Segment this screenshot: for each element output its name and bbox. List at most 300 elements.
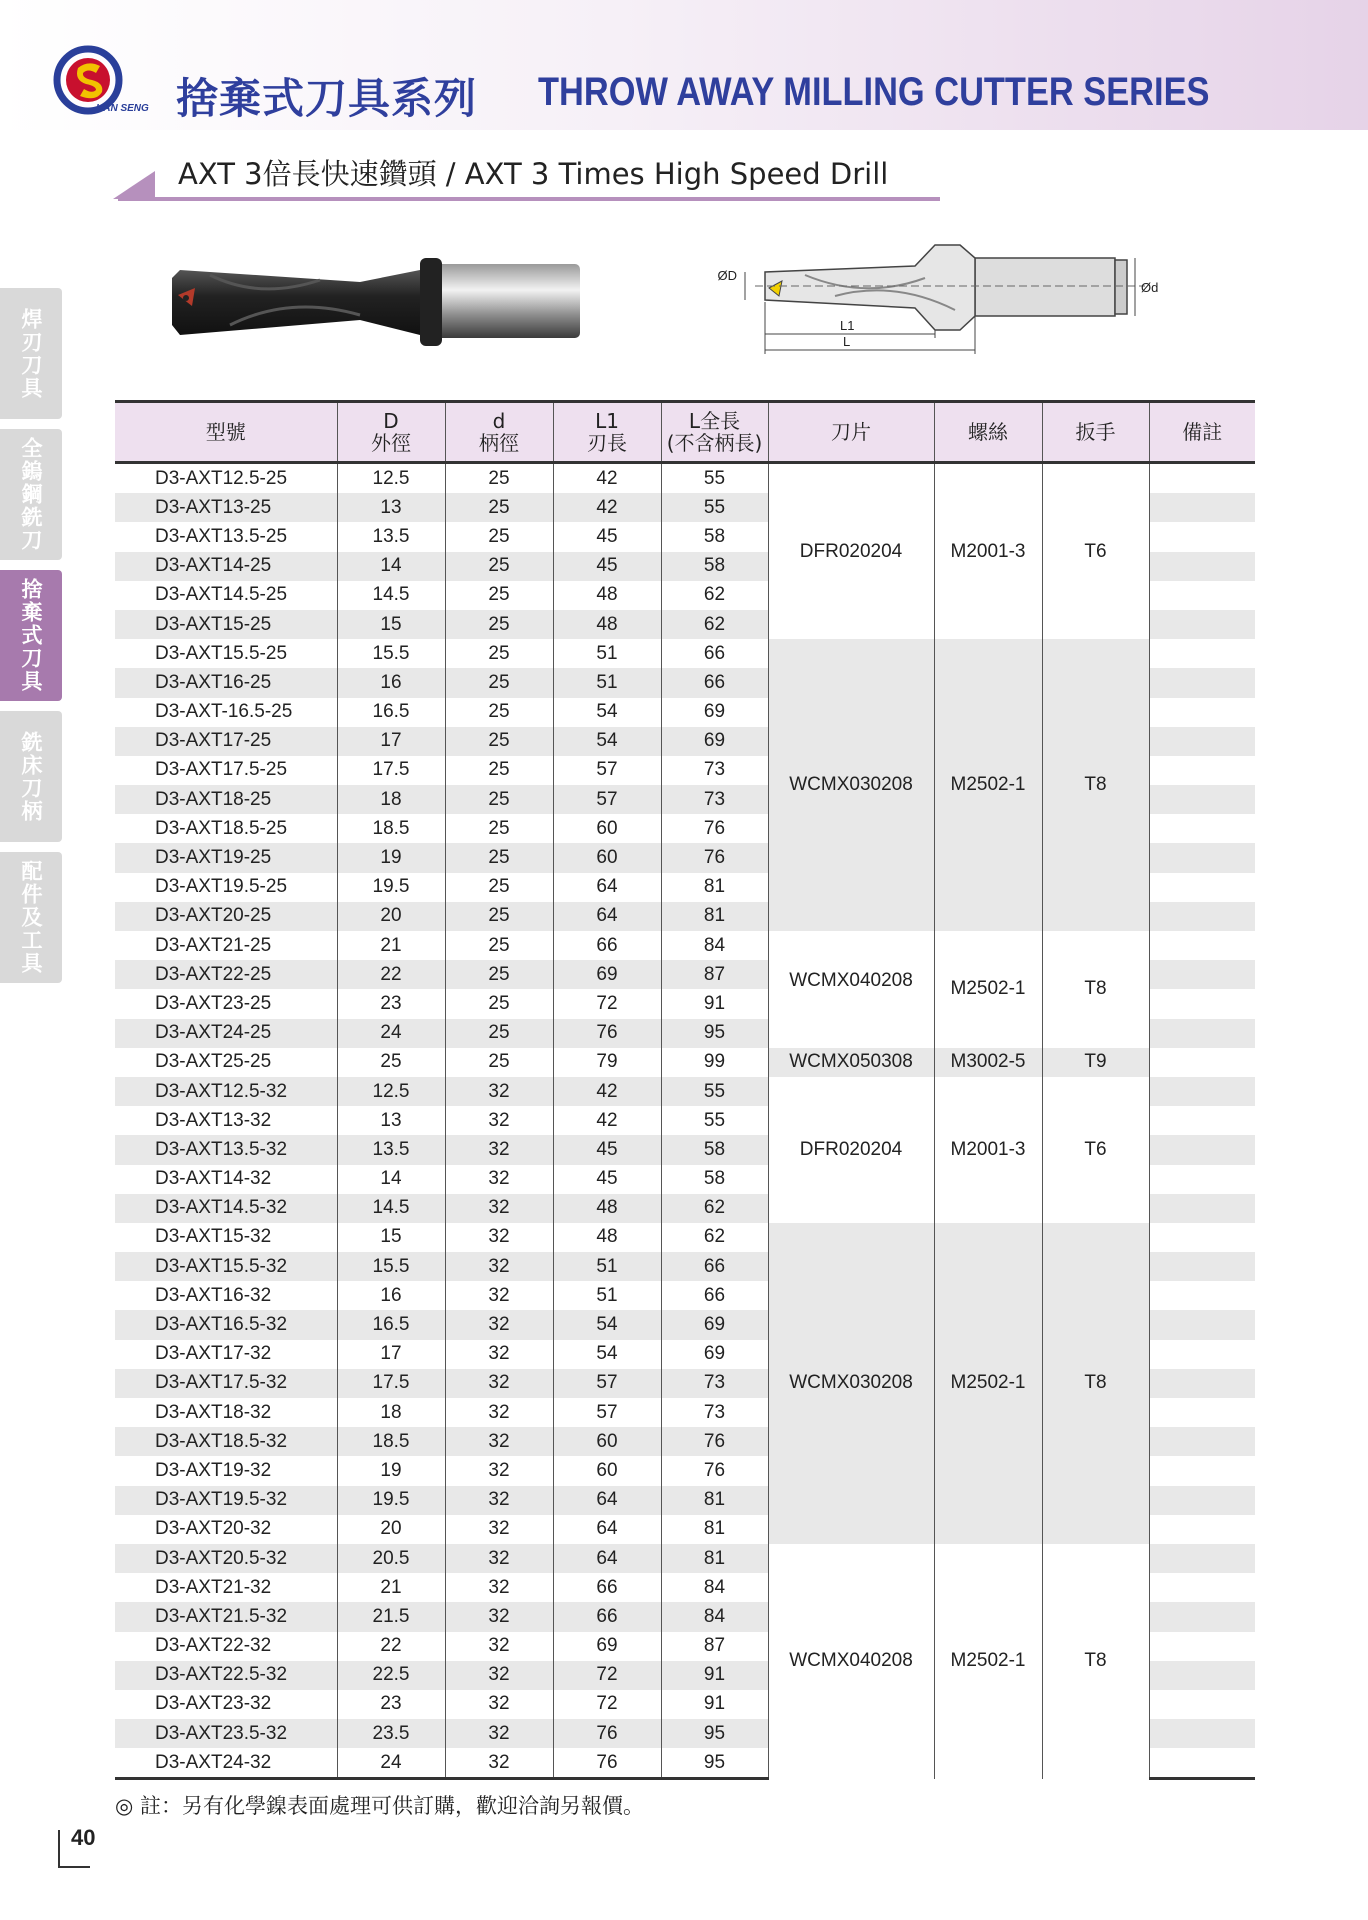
cell-insert: WCMX040208 xyxy=(768,1544,934,1779)
table-row xyxy=(115,1048,1255,1077)
cell-D: 20.5 xyxy=(337,1544,445,1573)
cell-remark xyxy=(1149,1515,1255,1544)
footnote: ◎ 註：另有化學鎳表面處理可供訂購，歡迎洽詢另報價。 xyxy=(115,1794,644,1818)
cell-remark xyxy=(1149,1661,1255,1690)
cell-d: 32 xyxy=(445,1340,553,1369)
cell-D: 16.5 xyxy=(337,1310,445,1339)
cell-screw: M2502-1 xyxy=(934,639,1042,931)
cell-d: 25 xyxy=(445,989,553,1018)
cell-D: 23.5 xyxy=(337,1719,445,1748)
cell-D: 20 xyxy=(337,1515,445,1544)
length-L-label: L xyxy=(843,334,851,349)
cell-d: 32 xyxy=(445,1135,553,1164)
cell-D: 25 xyxy=(337,1048,445,1077)
cell-remark xyxy=(1149,1427,1255,1456)
col-wrench: 扳手 xyxy=(1042,402,1149,463)
cell-D: 15.5 xyxy=(337,1252,445,1281)
cell-L: 58 xyxy=(661,552,768,581)
cell-d: 25 xyxy=(445,960,553,989)
cell-model: D3-AXT19-25 xyxy=(115,843,337,872)
brand-name: HAN SENG xyxy=(96,103,149,114)
cell-remark xyxy=(1149,1077,1255,1106)
cell-remark xyxy=(1149,581,1255,610)
cell-d: 25 xyxy=(445,814,553,843)
cell-model: D3-AXT13-32 xyxy=(155,1109,272,1131)
tab-accessories[interactable]: 配件及工具 xyxy=(0,852,62,983)
cell-model: D3-AXT20.5-32 xyxy=(115,1544,337,1573)
cell-d: 25 xyxy=(445,727,553,756)
cell-L1: 76 xyxy=(553,1719,661,1748)
cell-d: 25 xyxy=(445,463,553,494)
cell-D: 19.5 xyxy=(337,1486,445,1515)
cell-model: D3-AXT-16.5-25 xyxy=(155,701,293,723)
cell-L1: 48 xyxy=(553,1223,661,1252)
col-d: d 柄徑 xyxy=(445,402,553,463)
cell-L: 91 xyxy=(661,1661,768,1690)
cell-remark xyxy=(1149,493,1255,522)
cell-d: 32 xyxy=(445,1369,553,1398)
cell-model: D3-AXT24-25 xyxy=(115,1019,337,1048)
cell-L1: 64 xyxy=(553,902,661,931)
cell-d: 25 xyxy=(445,698,553,727)
cell-model: D3-AXT24-32 xyxy=(115,1748,337,1779)
cell-d: 32 xyxy=(445,1106,553,1135)
cell-D: 22 xyxy=(337,1632,445,1661)
cell-L1: 42 xyxy=(553,1106,661,1135)
cell-d: 32 xyxy=(445,1661,553,1690)
cell-L: 95 xyxy=(661,1748,768,1779)
cell-L: 58 xyxy=(661,522,768,551)
cell-L1: 66 xyxy=(553,931,661,960)
cell-remark xyxy=(1149,1456,1255,1485)
cell-wrench: T9 xyxy=(1042,1048,1149,1077)
cell-L: 84 xyxy=(661,1602,768,1631)
cell-D: 24 xyxy=(337,1019,445,1048)
cell-L: 62 xyxy=(661,1223,768,1252)
tab-tool-holders[interactable]: 銑床刀柄 xyxy=(0,711,62,842)
cell-L1: 69 xyxy=(553,1632,661,1661)
cell-L1: 60 xyxy=(553,1456,661,1485)
cell-L: 55 xyxy=(661,1106,768,1135)
cell-L: 66 xyxy=(661,668,768,697)
cell-remark xyxy=(1149,1019,1255,1048)
cell-D: 19.5 xyxy=(337,873,445,902)
cell-D: 12.5 xyxy=(337,1077,445,1106)
product-subtitle: AXT 3倍長快速鑽頭 / AXT 3 Times High Speed Drill xyxy=(178,157,889,191)
cell-D: 14 xyxy=(337,1165,445,1194)
cell-model: D3-AXT20-25 xyxy=(115,902,337,931)
page-number: 40 xyxy=(71,1825,96,1850)
cell-L1: 57 xyxy=(553,1398,661,1427)
cell-D: 15.5 xyxy=(337,639,445,668)
cell-L: 87 xyxy=(661,960,768,989)
cell-d: 32 xyxy=(445,1748,553,1779)
cell-D: 13.5 xyxy=(337,522,445,551)
cell-L1: 42 xyxy=(553,463,661,494)
cell-d: 25 xyxy=(445,581,553,610)
page-title-en: THROW AWAY MILLING CUTTER SERIES xyxy=(538,70,1210,114)
cell-remark xyxy=(1149,960,1255,989)
cell-D: 23 xyxy=(337,1690,445,1719)
cell-remark xyxy=(1149,814,1255,843)
cell-L: 81 xyxy=(661,873,768,902)
cell-remark xyxy=(1149,1632,1255,1661)
cell-L1: 45 xyxy=(553,1135,661,1164)
tab-throw-away-tools[interactable]: 捨棄式刀具 xyxy=(0,570,62,701)
cell-d: 25 xyxy=(445,1048,553,1077)
cell-D: 21.5 xyxy=(337,1602,445,1631)
cell-model: D3-AXT21-25 xyxy=(155,934,272,956)
cell-model: D3-AXT18-25 xyxy=(115,785,337,814)
cell-D: 24 xyxy=(337,1748,445,1779)
cell-wrench: T8 xyxy=(1042,639,1149,931)
cell-L: 73 xyxy=(661,1398,768,1427)
page-title-cn: 捨棄式刀具系列 xyxy=(176,74,478,123)
cell-L1: 54 xyxy=(553,727,661,756)
cell-L: 95 xyxy=(661,1719,768,1748)
cell-D: 21 xyxy=(337,1573,445,1602)
col-L: L全長 (不含柄長) xyxy=(661,402,768,463)
cell-model: D3-AXT14-32 xyxy=(155,1168,272,1190)
cell-remark xyxy=(1149,1048,1255,1077)
cell-D: 20 xyxy=(337,902,445,931)
cell-d: 25 xyxy=(445,639,553,668)
cell-L1: 72 xyxy=(553,1690,661,1719)
cell-model: D3-AXT21-32 xyxy=(155,1576,272,1598)
cell-D: 23 xyxy=(337,989,445,1018)
cell-wrench: T8 xyxy=(1042,1544,1149,1779)
cell-L: 73 xyxy=(661,756,768,785)
cell-remark xyxy=(1149,931,1255,960)
cell-screw: M3002-5 xyxy=(934,1048,1042,1077)
cell-L1: 45 xyxy=(553,552,661,581)
col-D: D 外徑 xyxy=(337,402,445,463)
cell-d: 25 xyxy=(445,756,553,785)
cell-insert: DFR020204 xyxy=(768,1077,934,1223)
cell-L: 76 xyxy=(661,1456,768,1485)
cell-model: D3-AXT19.5-25 xyxy=(155,876,288,898)
col-remark: 備註 xyxy=(1149,402,1255,463)
cell-remark xyxy=(1149,522,1255,551)
cell-wrench: T6 xyxy=(1042,1077,1149,1223)
cell-L: 76 xyxy=(661,1427,768,1456)
cell-remark xyxy=(1149,1340,1255,1369)
cell-L1: 57 xyxy=(553,756,661,785)
cell-remark xyxy=(1149,1573,1255,1602)
cell-D: 14.5 xyxy=(337,581,445,610)
cell-model: D3-AXT18.5-25 xyxy=(155,817,288,839)
cell-D: 22 xyxy=(337,960,445,989)
cell-remark xyxy=(1149,1544,1255,1573)
table-row xyxy=(115,463,1255,494)
col-L1: L1 刃長 xyxy=(553,402,661,463)
cell-d: 25 xyxy=(445,873,553,902)
cell-model: D3-AXT13-25 xyxy=(115,493,337,522)
cell-d: 25 xyxy=(445,1019,553,1048)
cell-remark xyxy=(1149,1719,1255,1748)
cell-L1: 60 xyxy=(553,1427,661,1456)
cell-L1: 51 xyxy=(553,639,661,668)
cell-L1: 57 xyxy=(553,1369,661,1398)
cell-insert: WCMX050308 xyxy=(768,1048,934,1077)
cell-remark xyxy=(1149,463,1255,494)
cell-D: 19 xyxy=(337,843,445,872)
cell-remark xyxy=(1149,1252,1255,1281)
cell-d: 32 xyxy=(445,1165,553,1194)
cell-D: 18 xyxy=(337,1398,445,1427)
cell-d: 32 xyxy=(445,1573,553,1602)
cell-remark xyxy=(1149,552,1255,581)
cell-D: 12.5 xyxy=(337,463,445,494)
cell-remark xyxy=(1149,1602,1255,1631)
cell-D: 13.5 xyxy=(337,1135,445,1164)
cell-d: 32 xyxy=(445,1602,553,1631)
cell-D: 14 xyxy=(337,552,445,581)
cell-remark xyxy=(1149,610,1255,639)
cell-D: 16.5 xyxy=(337,698,445,727)
cell-remark xyxy=(1149,843,1255,872)
table-row xyxy=(115,1223,1255,1252)
cell-d: 32 xyxy=(445,1223,553,1252)
cell-remark xyxy=(1149,785,1255,814)
cell-d: 25 xyxy=(445,902,553,931)
cell-L1: 48 xyxy=(553,1194,661,1223)
cell-remark xyxy=(1149,1281,1255,1310)
tab-brazed-tools[interactable]: 焊刃刀具 xyxy=(0,288,62,419)
col-screw: 螺絲 xyxy=(934,402,1042,463)
cell-remark xyxy=(1149,756,1255,785)
cell-d: 25 xyxy=(445,610,553,639)
cell-d: 32 xyxy=(445,1544,553,1573)
cell-d: 25 xyxy=(445,843,553,872)
cell-model: D3-AXT12.5-25 xyxy=(155,467,288,489)
cell-L: 99 xyxy=(661,1048,768,1077)
cell-L1: 72 xyxy=(553,989,661,1018)
cell-L1: 64 xyxy=(553,873,661,902)
cell-remark xyxy=(1149,1748,1255,1779)
cell-screw: M2001-3 xyxy=(934,1077,1042,1223)
cell-model: D3-AXT18.5-32 xyxy=(115,1427,337,1456)
cell-screw: M2502-1 xyxy=(934,1223,1042,1544)
cell-d: 25 xyxy=(445,668,553,697)
subtitle-wedge xyxy=(113,171,155,199)
cell-L: 66 xyxy=(661,1252,768,1281)
cell-insert: DFR020204 xyxy=(768,463,934,640)
cell-L: 81 xyxy=(661,1486,768,1515)
cell-screw: M2502-1 xyxy=(934,931,1042,1048)
cell-L1: 51 xyxy=(553,1252,661,1281)
cell-d: 32 xyxy=(445,1281,553,1310)
cell-insert: WCMX030208 xyxy=(768,639,934,931)
cell-L1: 64 xyxy=(553,1515,661,1544)
cell-remark xyxy=(1149,1223,1255,1252)
cell-wrench: T6 xyxy=(1042,463,1149,640)
cell-model: D3-AXT13.5-32 xyxy=(115,1135,337,1164)
cell-model: D3-AXT19-32 xyxy=(155,1459,272,1481)
cell-remark xyxy=(1149,1194,1255,1223)
subtitle-underline xyxy=(118,197,940,201)
cell-model: D3-AXT16-25 xyxy=(115,668,337,697)
cell-L: 84 xyxy=(661,931,768,960)
cell-L1: 64 xyxy=(553,1486,661,1515)
cell-d: 32 xyxy=(445,1719,553,1748)
cell-L: 76 xyxy=(661,843,768,872)
cell-L: 55 xyxy=(661,1077,768,1106)
cell-model: D3-AXT18-32 xyxy=(155,1401,272,1423)
cell-model: D3-AXT17-32 xyxy=(155,1343,272,1365)
cell-D: 13 xyxy=(337,1106,445,1135)
cell-d: 32 xyxy=(445,1398,553,1427)
table-row xyxy=(115,931,1255,960)
cell-L: 84 xyxy=(661,1573,768,1602)
table-header-row xyxy=(115,402,1255,463)
cell-screw: M2502-1 xyxy=(934,1544,1042,1779)
cell-L: 69 xyxy=(661,1310,768,1339)
cell-d: 32 xyxy=(445,1632,553,1661)
cell-D: 17.5 xyxy=(337,1369,445,1398)
cell-remark xyxy=(1149,727,1255,756)
diameter-d-label: Ød xyxy=(1141,280,1159,295)
cell-remark xyxy=(1149,1310,1255,1339)
cell-L1: 45 xyxy=(553,522,661,551)
cell-L1: 45 xyxy=(553,1165,661,1194)
cell-model: D3-AXT17.5-25 xyxy=(155,759,288,781)
cell-remark xyxy=(1149,1486,1255,1515)
cell-D: 18.5 xyxy=(337,1427,445,1456)
cell-D: 22.5 xyxy=(337,1661,445,1690)
cell-L1: 51 xyxy=(553,668,661,697)
cell-D: 17.5 xyxy=(337,756,445,785)
cell-remark xyxy=(1149,1690,1255,1719)
cell-remark xyxy=(1149,989,1255,1018)
cell-L1: 72 xyxy=(553,1661,661,1690)
cell-remark xyxy=(1149,668,1255,697)
drill-dimension-diagram xyxy=(717,230,1165,365)
drill-photo xyxy=(170,240,610,360)
cell-remark xyxy=(1149,873,1255,902)
diameter-D-label: ØD xyxy=(717,268,737,283)
cell-D: 17 xyxy=(337,1340,445,1369)
cell-L: 55 xyxy=(661,463,768,494)
cell-L1: 42 xyxy=(553,493,661,522)
spec-table xyxy=(115,400,1255,1780)
cell-L1: 76 xyxy=(553,1748,661,1779)
cell-model: D3-AXT14.5-25 xyxy=(155,584,288,606)
cell-remark xyxy=(1149,639,1255,668)
cell-L: 62 xyxy=(661,610,768,639)
cell-L1: 48 xyxy=(553,610,661,639)
cell-d: 32 xyxy=(445,1310,553,1339)
cell-wrench: T8 xyxy=(1042,931,1149,1048)
cell-L1: 54 xyxy=(553,698,661,727)
cell-model: D3-AXT17-25 xyxy=(115,727,337,756)
cell-wrench: T8 xyxy=(1042,1223,1149,1544)
cell-L: 58 xyxy=(661,1165,768,1194)
cell-model: D3-AXT22-32 xyxy=(155,1635,272,1657)
cell-model: D3-AXT14.5-32 xyxy=(115,1194,337,1223)
cell-L: 58 xyxy=(661,1135,768,1164)
tab-carbide-endmills[interactable]: 全鎢鋼銑刀 xyxy=(0,429,62,560)
cell-D: 18.5 xyxy=(337,814,445,843)
cell-L: 81 xyxy=(661,902,768,931)
col-insert: 刀片 xyxy=(768,402,934,463)
cell-remark xyxy=(1149,698,1255,727)
cell-D: 15 xyxy=(337,1223,445,1252)
section-tabs xyxy=(0,288,64,993)
cell-d: 32 xyxy=(445,1194,553,1223)
cell-L1: 60 xyxy=(553,814,661,843)
cell-L: 87 xyxy=(661,1632,768,1661)
cell-L1: 48 xyxy=(553,581,661,610)
cell-L: 55 xyxy=(661,493,768,522)
cell-D: 15 xyxy=(337,610,445,639)
cell-L: 62 xyxy=(661,1194,768,1223)
cell-L1: 79 xyxy=(553,1048,661,1077)
cell-model: D3-AXT25-25 xyxy=(155,1051,272,1073)
cell-model: D3-AXT15.5-32 xyxy=(115,1252,337,1281)
cell-remark xyxy=(1149,1398,1255,1427)
cell-L1: 54 xyxy=(553,1310,661,1339)
cell-remark xyxy=(1149,1106,1255,1135)
cell-d: 25 xyxy=(445,552,553,581)
cell-insert: WCMX040208 xyxy=(768,931,934,1048)
cell-d: 32 xyxy=(445,1690,553,1719)
cell-D: 18 xyxy=(337,785,445,814)
cell-d: 32 xyxy=(445,1456,553,1485)
cell-L: 91 xyxy=(661,989,768,1018)
cell-d: 32 xyxy=(445,1486,553,1515)
cell-model: D3-AXT15-32 xyxy=(155,1226,272,1248)
cell-model: D3-AXT15-25 xyxy=(115,610,337,639)
cell-L: 62 xyxy=(661,581,768,610)
cell-model: D3-AXT19.5-32 xyxy=(115,1486,337,1515)
cell-model: D3-AXT23-32 xyxy=(155,1693,272,1715)
cell-d: 25 xyxy=(445,493,553,522)
cell-L: 69 xyxy=(661,698,768,727)
cell-L1: 51 xyxy=(553,1281,661,1310)
cell-D: 19 xyxy=(337,1456,445,1485)
cell-remark xyxy=(1149,902,1255,931)
cell-model: D3-AXT16.5-32 xyxy=(115,1310,337,1339)
cell-L: 66 xyxy=(661,639,768,668)
cell-L1: 64 xyxy=(553,1544,661,1573)
cell-D: 13 xyxy=(337,493,445,522)
table-row xyxy=(115,1544,1255,1573)
cell-remark xyxy=(1149,1165,1255,1194)
cell-d: 32 xyxy=(445,1427,553,1456)
cell-L: 69 xyxy=(661,727,768,756)
cell-D: 14.5 xyxy=(337,1194,445,1223)
cell-model: D3-AXT15.5-25 xyxy=(155,642,288,664)
cell-L: 73 xyxy=(661,1369,768,1398)
cell-model: D3-AXT23-25 xyxy=(155,992,272,1014)
cell-model: D3-AXT22-25 xyxy=(115,960,337,989)
cell-L: 73 xyxy=(661,785,768,814)
col-model: 型號 xyxy=(115,402,337,463)
cell-D: 16 xyxy=(337,668,445,697)
cell-d: 32 xyxy=(445,1252,553,1281)
table-row xyxy=(115,639,1255,668)
cell-L: 81 xyxy=(661,1544,768,1573)
cell-model: D3-AXT12.5-32 xyxy=(115,1077,337,1106)
cell-L1: 42 xyxy=(553,1077,661,1106)
cell-L: 91 xyxy=(661,1690,768,1719)
cell-model: D3-AXT14-25 xyxy=(115,552,337,581)
cell-L1: 54 xyxy=(553,1340,661,1369)
length-L1-label: L1 xyxy=(840,318,855,333)
cell-model: D3-AXT22.5-32 xyxy=(115,1661,337,1690)
cell-D: 21 xyxy=(337,931,445,960)
